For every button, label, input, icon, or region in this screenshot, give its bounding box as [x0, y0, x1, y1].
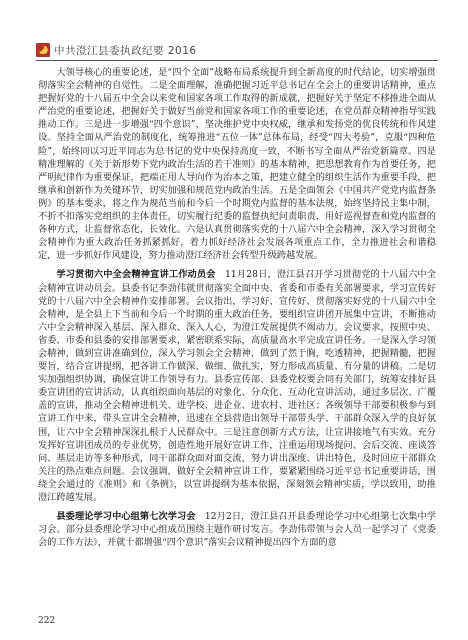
paragraph [38, 268, 436, 504]
paragraph [38, 66, 436, 262]
item-title: 县委理论学习中心组第七次学习会 [56, 511, 196, 523]
party-emblem-icon [36, 43, 50, 57]
paragraph-text: 11月28日，澄江县召开学习贯彻党的十八届六中全会精神宣讲动员会。县委书记李劲伟就贯彻落实全面中央、省委和市委有关部署要求，学习宣传好党的十八届六中全会精神作安排部署。会议指出，学习好、宣传好、贯彻落实好党的十八届六中全会精神，是全县上下当前和今后一个时期的重大政治任务，要组织宣讲团开展集中宣讲，不断推动六中全会精神深入基层、深入群众、深入人心，为澄江发展提供不竭动力。会议要求，按照中央、省委、市委和县委的安排部署要求，紧密联系实际，高质量高水平完成宣讲任务。一是深入学习领会精神，做到宣讲准确到位，深入学习领会全会精神，做到了然于胸，吃透精神，把握精髓，把握要旨，结合宣讲提纲，把各讲工作做深、做细、做扎实，努力形成高质量、有分量的讲稿。二是切实加强组织协调，确保宣讲工作领导有力。县委宣传部、县委党校要会同有关部门，统筹安排好县委宣讲团的宣讲活动，认真组织面向基层的对象化、分众化、互动化宣讲活动，通过多层次、广覆盖的宣讲，推动全会精神进机关、进学校、进企业、进农村、进社区；各级领导干部要积极参与到宣讲工作中来，带头宣讲全会精神，迅速在全县营造出领导干部带头学、干部群众深入学的良好氛围，让六中全会精神深深扎根于人民群众中。三是注意创新方式方法，让宣讲接地气有实效。充分发挥好宣讲团成员的专业优势，创造性地开展好宣讲工作，注重运用现场提问、会后交流、座谈答问、基层走访等多种形式，同干部群众面对面交流，努力讲出深度、讲出特色，及时回应干部群众关注的热点难点问题。会议强调，做好全会精神宣讲工作，要紧紧围绕习近平总书记重要讲话，围绕全会通过的《准则》和《条例》，以宣讲提纲为基本依据，深刻领会精神实质，学以致用，助推澄江跨越发展。 [38, 269, 436, 503]
header-title: 中共澄江县委执政纪要 2016 [54, 44, 197, 57]
header-divider [36, 60, 438, 61]
item-title: 学习贯彻六中全会精神宣讲工作动员会 [56, 269, 216, 281]
page-number: 222 [38, 616, 56, 626]
paragraph [38, 510, 436, 549]
paragraph-text: 12月2日，澄江县召开县委理论学习中心组第七次集中学习会。部分县委理论学习中心组成员围绕主题作研讨发言。李劲伟带领与会人员一起学习了《党委会的工作方法》，并就十都增强“四个意识”落实会议精神提出四个方面的意 [38, 511, 436, 549]
paragraph-text: 大领导核心的重要论述，是“四个全面”战略布局系统提升到全新高度的时代结论，切实增强贯彻落实全会精神的自觉性。二是全面理解，准确把握习近平总书记在全会上的重要讲话精神，重点把握好党的十八届五中全会以来党和国家各项工作取得的新成就，把握好关于坚定不移推进全面从严治党的重要论述，把握好关于做好当前党和国家各项工作的重要论述，在党员群众精神指导实践推动工作。三是进一步增强“四个意识”，坚决维护党中央权威，继承和发扬党的优良传统和作风建设。坚持全面从严治党的制度化，统筹推进“五位一体”总体布局，经受“四大考验”，克服“四种危险”，始终同以习近平同志为总书记的党中央保持高度一致，不断书写全面从严治党新篇章。四是精准理解的《关于新形势下党内政治生活的若干准则》的基本精神，把思想教育作为首要任务，把严明纪律作为重要保证，把端正用人导向作为治本之策，把建立健全的组织生活作为重要手段，把继承和创新作为关键环节，切实加强和规范党内政治生活。五是全面领会《中国共产党党内监督条例》的基本要求，将之作为规范当前和今后一个时期党内监督的基本法规，始终坚持民主集中制，不折不扣落实党组织的主体责任，切实履行纪委的监督执纪问责职责，用好巡视督查和党内监督的各种方式，让监督常态化，长效化。六是认真贯彻落实党的十八届六中全会精神，深入学习贯彻全会精神作为重大政治任务抓紧抓好，着力抓好经济社会发展各项重点工作，全力推进社会和谐稳定，进一步抓好作风建设，努力推动澄江经济社会转型升级跨越发展。 [38, 67, 436, 262]
running-header [36, 40, 436, 60]
document-body [38, 66, 436, 549]
